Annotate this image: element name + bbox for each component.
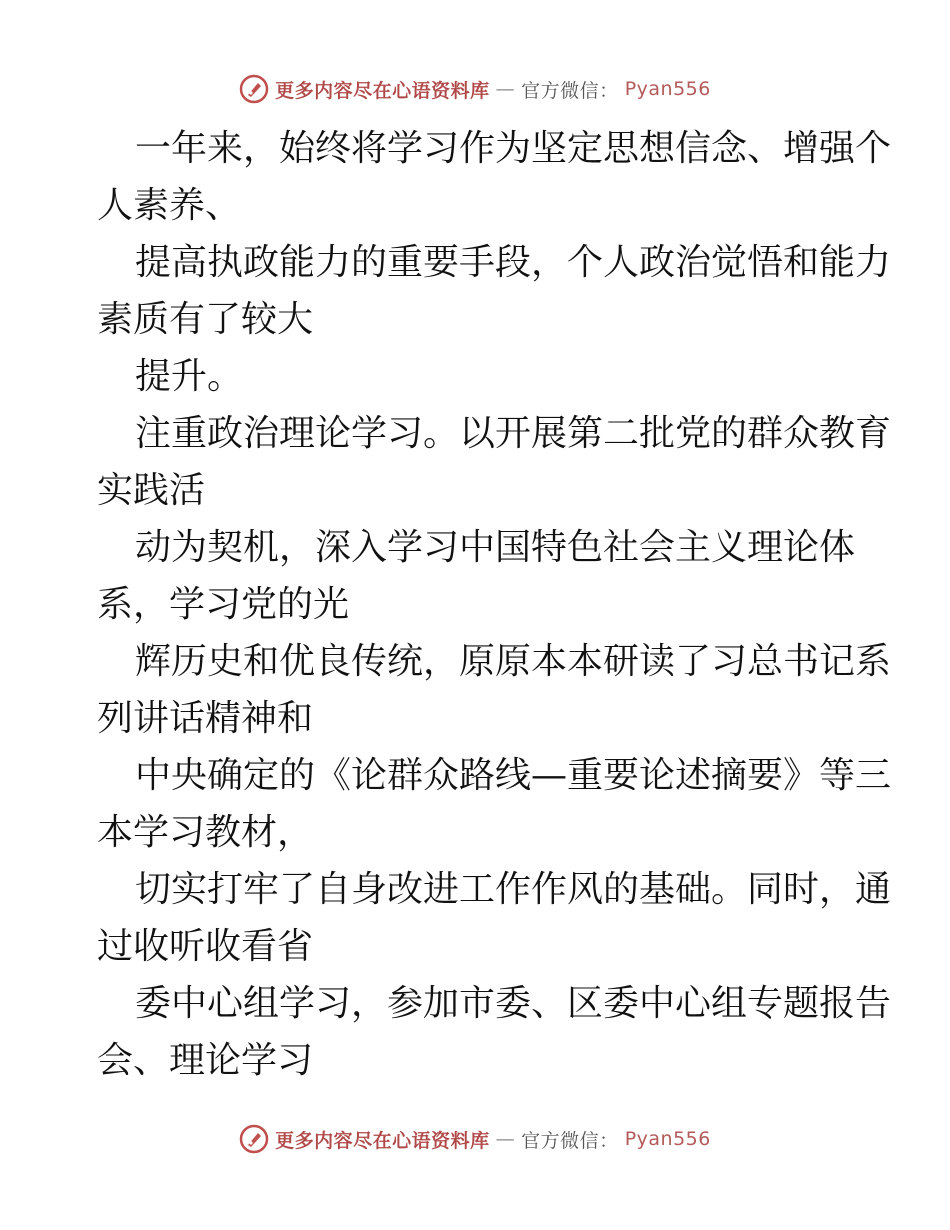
text-line: 过收听收看省 [97,926,314,967]
text-line: 辉历史和优良传统，原原本本研读了习总书记系 [135,641,892,682]
pen-nib-logo-icon [239,74,269,104]
text-line: 提升。 [135,356,244,397]
text-line: 本学习教材， [97,812,314,853]
text-line: 系，学习党的光 [97,584,350,625]
watermark-brand: 更多内容尽在心语资料库 [275,1129,490,1152]
header-watermark [0,74,950,104]
text-line: 会、理论学习 [97,1040,314,1081]
text-line: 动为契机，深入学习中国特色社会主义理论体 [135,527,856,568]
text-line: 委中心组学习，参加市委、区委中心组专题报告 [135,983,892,1024]
watermark-wechat-id: Pyan556 [624,78,711,100]
text-line: 实践活 [97,470,206,511]
text-line: 人素养、 [97,185,242,226]
watermark-official-label: 官方微信： [521,1129,619,1152]
text-line: 一年来，始终将学习作为坚定思想信念、增强个 [135,128,892,169]
text-line: 中央确定的《论群众路线—重要论述摘要》等三 [135,755,892,796]
watermark-wechat-id: Pyan556 [624,1128,711,1150]
text-line: 提高执政能力的重要手段，个人政治觉悟和能力 [135,242,892,283]
text-line: 列讲话精神和 [97,698,314,739]
pen-nib-logo-icon [239,1124,269,1154]
text-line: 注重政治理论学习。以开展第二批党的群众教育 [135,413,892,454]
text-line: 切实打牢了自身改进工作作风的基础。同时，通 [135,869,892,910]
document-body [97,120,892,1089]
watermark-official-label: 官方微信： [521,79,619,102]
watermark-brand: 更多内容尽在心语资料库 [275,79,490,102]
watermark-separator: — [495,1128,516,1150]
watermark-separator: — [495,78,516,100]
footer-watermark [0,1124,950,1154]
text-line: 素质有了较大 [97,299,314,340]
